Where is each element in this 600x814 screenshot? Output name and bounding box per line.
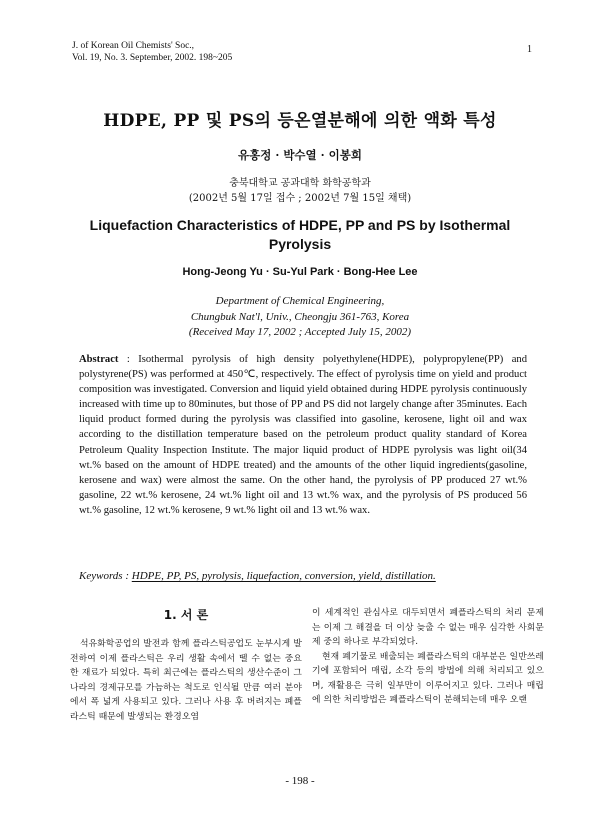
intro-paragraph-2: 현재 폐기물로 배출되는 폐플라스틱의 대부분은 일반쓰레기에 포함되어 매립, 소각 등의 방법에 의해 처리되고 있으며, 재활용은 극히 일부만이 이루어지고 있다. 그러나 매립에 의한 처리방법은 폐플라스틱이 분해되는데 매우 오랜: [312, 651, 544, 705]
abstract-label: Abstract: [79, 354, 119, 365]
body-column-left: [70, 606, 302, 724]
english-affiliation-univ: Chungbuk Nat'l, Univ., Cheongju 361-763, Korea: [190, 310, 410, 323]
keywords-label: Keywords :: [79, 570, 130, 582]
abstract: Abstract : Isothermal pyrolysis of high density polyethylene(HDPE), polypropylene(PP) and polystyrene(PS) was performed at 450℃, respectively. The effect of pyrolysis time on yield and product composition was investigated. Conversion and liquid yield obtained during HDPE pyrolysis continuously increased with time up to 80minutes, but those of PP and PS did not largely change after 35minutes. Each liquid product formed during the pyrolysis was classified into gasoline, kerosene, light oil and wax according to the distillation temperature based on the petroleum product quality standard of Korea Petroleum Quality Inspection Institute. The major liquid product of HDPE pyrolysis was light oil(34 wt.% based on the amount of HDPE treated) and the amounts of the other liquid ingredients(gasoline, kerosene and wax) were almost the same. On the other hand, the pyrolysis of PP produced 27 wt.% gasoline, 22 wt.% kerosene, 24 wt.% light oil and 13 wt.% wax, and the pyrolysis of PS produced 56 wt.% gasoline, 12 wt.% kerosene, 9 wt.% light oil and 13 wt.% wax.: [79, 354, 527, 516]
korean-authors: 유홍정 · 박수열 · 이봉희: [237, 148, 362, 162]
english-received-dates: (Received May 17, 2002 ; Accepted July 15, 2002): [188, 326, 412, 338]
journal-volume: Vol. 19, No. 3. September, 2002. 198~205: [72, 53, 233, 63]
journal-name: J. of Korean Oil Chemists' Soc.,: [72, 41, 195, 51]
english-authors: Hong-Jeong Yu · Su-Yul Park · Bong-Hee Lee: [182, 266, 418, 278]
english-title-line1: Liquefaction Characteristics of HDPE, PP and PS by Isothermal: [89, 217, 511, 233]
korean-title: HDPE, PP 및 PS의 등온열분해에 의한 액화 특성: [103, 111, 497, 131]
keywords: [79, 570, 539, 582]
korean-affiliation: [0, 176, 600, 206]
journal-citation: [72, 40, 232, 64]
abstract-text: Isothermal pyrolysis of high density polyethylene(HDPE), polypropylene(PP) and polystyrene(PS) was performed at 450℃, respectively. The effect of pyrolysis time on yield and product composition was investigated. Conversion and liquid yield obtained during HDPE pyrolysis continuously increased with time up to 80minutes, but those of PP and PS did not largely change after 35minutes. Each liquid product formed during the pyrolysis was classified into gasoline, kerosene, light oil and wax according to the distillation temperature based on the petroleum product quality standard of Korea Petroleum Quality Inspection Institute. The major liquid product of HDPE pyrolysis was light oil(34 wt.% based on the amount of HDPE treated) and the amounts of the other liquid ingredients(gasoline, kerosene and wax) were almost the same. On the other hand, the pyrolysis of PP produced 27 wt.% gasoline, 22 wt.% kerosene, 24 wt.% light oil and 13 wt.% wax, and the pyrolysis of PS produced 56 wt.% gasoline, 12 wt.% kerosene, 9 wt.% light oil and 13 wt.% wax.: [79, 354, 527, 516]
keywords-text: HDPE, PP, PS, pyrolysis, liquefaction, conversion, yield, distillation.: [131, 570, 436, 582]
korean-affiliation-dept: 충북대학교 공과대학 화학공학과: [229, 178, 371, 189]
body-column-right: [312, 606, 544, 708]
korean-received-dates: (2002년 5월 17일 접수 ; 2002년 7월 15일 채택): [188, 193, 412, 204]
page-number-footer: - 198 -: [285, 775, 315, 787]
english-affiliation-dept: Department of Chemical Engineering,: [215, 295, 385, 307]
english-title-line2: Pyrolysis: [268, 236, 332, 252]
section-heading-introduction: 1. 서 론: [163, 608, 209, 622]
english-affiliation: [0, 294, 600, 341]
page-number-top: 1: [527, 44, 532, 55]
intro-paragraph-1-cont: 이 세계적인 관심사로 대두되면서 폐플라스틱의 처리 문제는 이제 그 해결을 더 이상 늦출 수 없는 매우 심각한 사회문제 중의 하나로 부각되었다.: [312, 608, 544, 647]
english-title: [0, 216, 600, 254]
intro-paragraph-1: 석유화학공업의 발전과 함께 플라스틱공업도 눈부시게 발전하여 이제 플라스틱은 우리 생활 속에서 뗄 수 없는 중요한 재료가 되었다. 특히 최근에는 플라스틱의 생산수준이 그 나라의 경제규모를 가늠하는 척도로 인식될 만큼 여러 분야에서 폭 넓게 사용되고 있다. 그러나 사용 후 버려지는 폐플라스틱 때문에 발생되는 환경오염: [70, 639, 302, 722]
